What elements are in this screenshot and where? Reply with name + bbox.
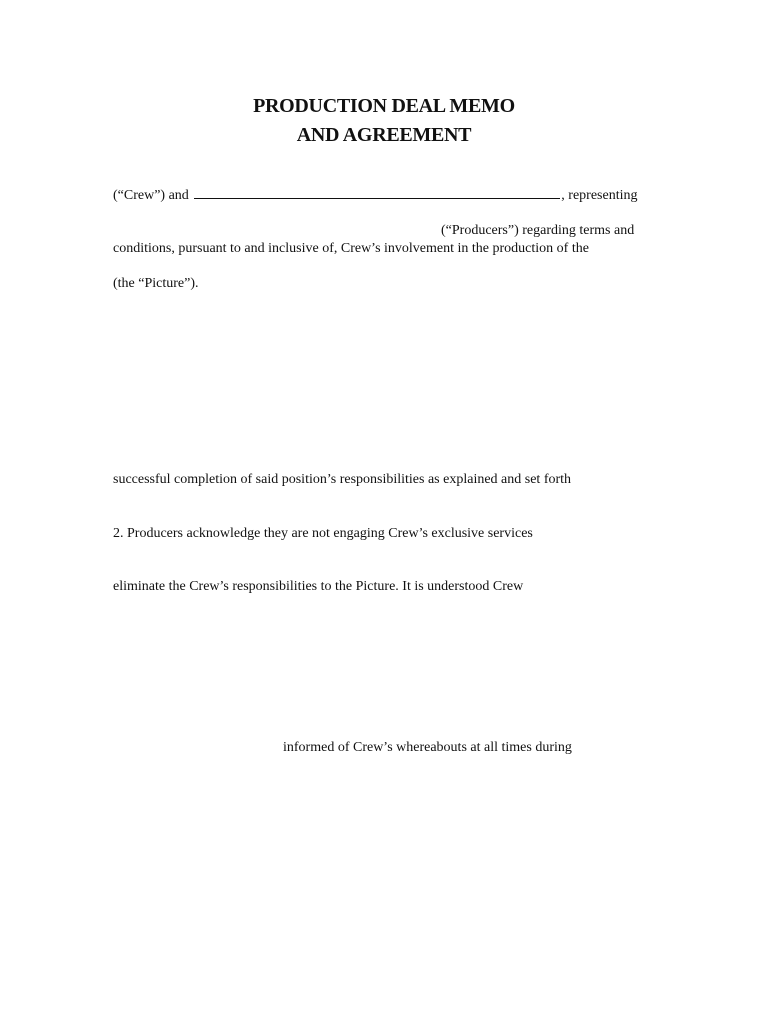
producer-name-blank[interactable] <box>194 186 560 199</box>
conditions-line: conditions, pursuant to and inclusive of, Crew’s involvement in the production of the <box>113 241 589 256</box>
picture-line: (the “Picture”). <box>113 276 199 291</box>
crew-prefix-text: (“Crew”) and <box>113 188 189 203</box>
document-title-line-2: AND AGREEMENT <box>296 124 472 146</box>
eliminate-line: eliminate the Crew’s responsibilities to the Picture. It is understood Crew <box>113 579 524 594</box>
crew-intro-line <box>113 186 638 205</box>
completion-line: successful completion of said position’s responsibilities as explained and set forth <box>113 472 572 487</box>
producers-terms-line: (“Producers”) regarding terms and <box>441 223 635 238</box>
document-title-line-1: PRODUCTION DEAL MEMO <box>253 95 515 117</box>
clause-2-line: 2. Producers acknowledge they are not engaging Crew’s exclusive services <box>113 526 533 541</box>
representing-text: , representing <box>561 188 638 203</box>
informed-line: informed of Crew’s whereabouts at all times during <box>283 740 572 755</box>
